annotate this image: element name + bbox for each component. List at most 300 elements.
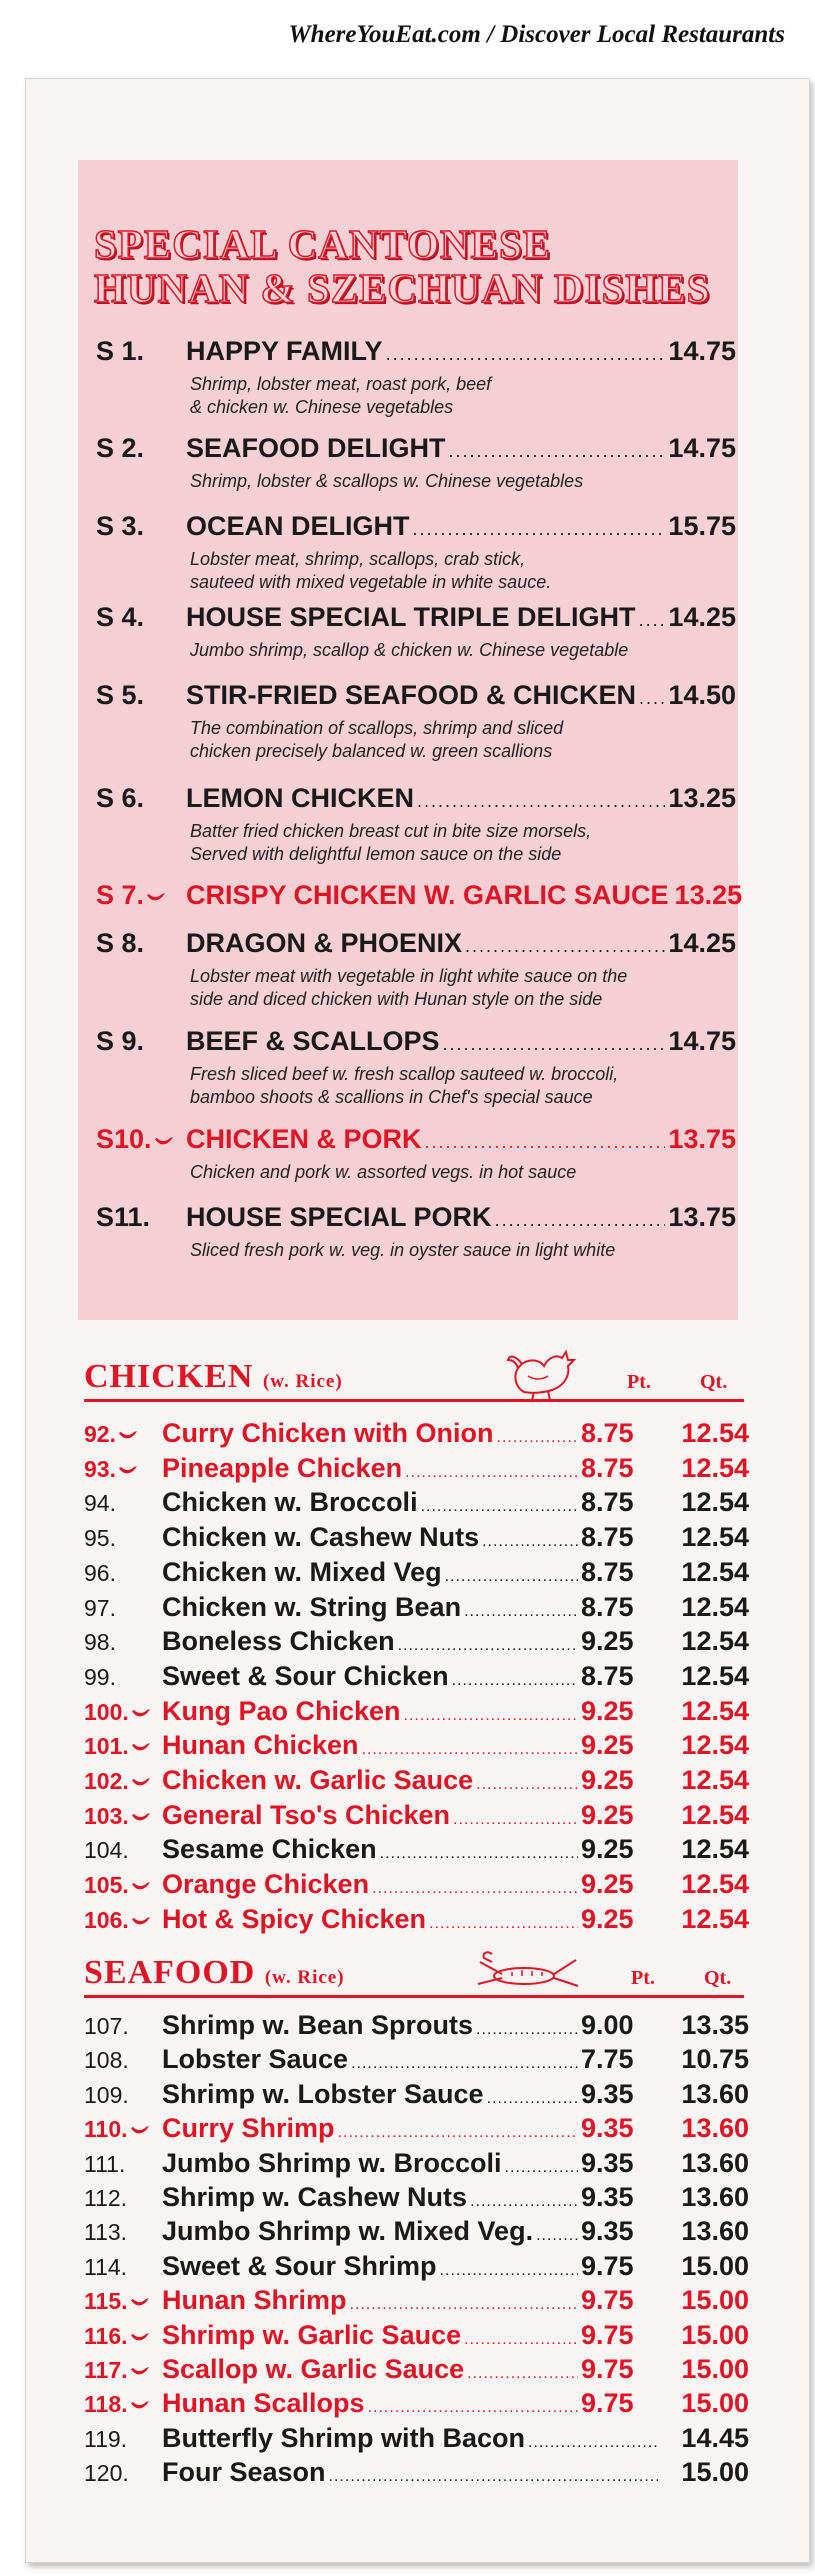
pint-price: 9.25 [581, 1730, 634, 1761]
dot-leader [445, 1568, 578, 1586]
seafood-menu-item [84, 2148, 749, 2182]
seafood-section-subtitle: (w. Rice) [264, 1967, 345, 1988]
quart-price: 13.60 [681, 2182, 749, 2212]
dot-leader [528, 2434, 658, 2452]
dot-leader [449, 441, 666, 462]
dot-leader [338, 2124, 578, 2142]
dish-number-text: S 5. [96, 680, 145, 710]
item-name: Chicken w. Broccoli [162, 1487, 418, 1518]
item-number [84, 1803, 162, 1830]
chicken-section-divider [84, 1399, 744, 1402]
chili-pepper-icon [131, 1879, 151, 1893]
dish-price: 13.75 [668, 1124, 736, 1154]
dish-description: Jumbo shrimp, scallop & chicken w. Chinese vegetable [190, 640, 629, 660]
item-name: Chicken w. Garlic Sauce [162, 1765, 474, 1795]
item-number-text: 115. [84, 2288, 128, 2315]
item-name: Lobster Sauce [162, 2044, 349, 2075]
quart-price: 13.60 [681, 2147, 749, 2178]
special-dish-row [96, 336, 736, 367]
quart-price: 12.54 [681, 1418, 749, 1448]
dish-number-text: S 9. [96, 1026, 145, 1056]
item-name: Hot & Spicy Chicken [162, 1903, 427, 1934]
dish-number-text: S 4. [96, 602, 145, 632]
special-dish-row [96, 1202, 736, 1233]
item-number-text: 98. [84, 1629, 116, 1656]
pint-price: 9.25 [581, 1765, 634, 1795]
chicken-section-title: CHICKEN (w. Rice) [84, 1358, 343, 1395]
chili-pepper-icon [154, 1134, 174, 1148]
item-name: Curry Shrimp [162, 2113, 335, 2144]
chicken-menu-item [84, 1869, 749, 1903]
special-dish-row [96, 680, 736, 711]
dish-number [96, 511, 186, 542]
dish-number [96, 928, 186, 959]
dish-price: 14.75 [668, 336, 736, 366]
dot-leader [467, 2365, 578, 2383]
dish-number-text: S 7. [96, 880, 145, 910]
dot-leader [476, 2021, 578, 2039]
chicken-menu-item [84, 1730, 749, 1764]
dish-price: 14.75 [668, 433, 736, 463]
dish-price: 13.25 [674, 880, 743, 910]
item-number-text: 92. [84, 1421, 116, 1447]
item-name: Shrimp w. Cashew Nuts [162, 2182, 468, 2212]
item-number [84, 2323, 162, 2350]
item-number [84, 1490, 162, 1517]
chili-pepper-icon [130, 2398, 150, 2412]
item-name: Sesame Chicken [162, 1834, 377, 1865]
dish-number [96, 1202, 186, 1233]
item-number [84, 2082, 162, 2109]
pint-price: 9.35 [581, 2078, 634, 2109]
item-name: Scallop w. Garlic Sauce [162, 2354, 465, 2384]
dish-description: Lobster meat, shrimp, scallops, crab stick, [190, 549, 526, 569]
seafood-menu-item [84, 2457, 749, 2491]
item-name: Butterfly Shrimp with Bacon [162, 2422, 526, 2453]
dish-number-text: S10. [96, 1124, 152, 1154]
special-dish-item [96, 1202, 736, 1262]
quart-price: 15.00 [681, 2250, 749, 2281]
chili-pepper-icon [118, 1463, 138, 1477]
dish-name: BEEF & SCALLOPS [186, 1026, 440, 1056]
dish-price: 13.25 [668, 783, 736, 813]
special-dish-row [96, 880, 743, 911]
dot-leader [398, 1637, 578, 1655]
special-title [94, 222, 734, 310]
dish-description: Served with delightful lemon sauce on the side [190, 844, 562, 864]
dish-description: side and diced chicken with Hunan style on the side [190, 989, 603, 1009]
item-name: Curry Chicken with Onion [162, 1418, 494, 1448]
dot-leader [372, 1880, 578, 1898]
dish-name: CHICKEN & PORK [186, 1124, 422, 1154]
dish-number [96, 602, 186, 633]
chicken-menu-item [84, 1626, 749, 1660]
item-number-text: 102. [84, 1768, 129, 1794]
site-link[interactable]: WhereYouEat.com / Discover Local Restaurants [288, 21, 785, 48]
dish-name: HOUSE SPECIAL TRIPLE DELIGHT [186, 602, 636, 632]
dot-leader [380, 1845, 578, 1863]
chili-pepper-icon [131, 1810, 151, 1824]
quart-price: 12.54 [681, 1903, 749, 1934]
item-number-text: 118. [84, 2391, 128, 2418]
item-number [84, 1525, 162, 1552]
dish-price: 13.75 [668, 1202, 736, 1232]
item-number-text: 117. [84, 2357, 128, 2383]
special-dish-item [96, 680, 736, 763]
quart-price: 13.60 [681, 2113, 749, 2144]
dish-name: OCEAN DELIGHT [186, 511, 410, 541]
dot-leader [495, 1210, 666, 1231]
pint-price: 8.75 [581, 1418, 634, 1448]
item-number-text: 119. [84, 2425, 128, 2452]
seafood-menu-item [84, 2216, 749, 2250]
item-number [84, 1421, 162, 1448]
item-name: Four Season [162, 2457, 326, 2488]
dot-leader [476, 1776, 578, 1794]
item-number-text: 105. [84, 1872, 129, 1899]
chicken-menu-item [84, 1834, 749, 1868]
special-title-line1: SPECIAL CANTONESE [94, 221, 552, 267]
dish-number [96, 783, 186, 814]
item-number [84, 2151, 162, 2178]
chili-pepper-icon [146, 890, 166, 904]
dish-price: 14.25 [668, 602, 736, 632]
item-number-text: 97. [84, 1594, 116, 1621]
seafood-section-divider [84, 1995, 744, 1998]
item-number-text: 96. [84, 1559, 116, 1586]
seafood-menu-item [84, 2113, 749, 2147]
item-number-text: 95. [84, 1525, 116, 1552]
quart-price: 14.45 [681, 2422, 749, 2453]
item-number [84, 1699, 162, 1726]
dish-price: 14.75 [668, 1026, 736, 1056]
quart-price: 12.54 [681, 1869, 749, 1900]
item-number [84, 1560, 162, 1587]
dish-number-text: S 2. [96, 433, 145, 463]
special-title-line2: HUNAN & SZECHUAN DISHES [94, 265, 711, 311]
rooster-icon [504, 1346, 582, 1402]
pint-price: 9.35 [581, 2216, 634, 2247]
dish-number-text: S 3. [96, 511, 145, 541]
special-dish-row [96, 1124, 736, 1155]
seafood-menu-item [84, 2182, 749, 2216]
dish-number [96, 1124, 186, 1155]
dish-description: Sliced fresh pork w. veg. in oyster sauce in light white [190, 1240, 616, 1260]
item-name: Kung Pao Chicken [162, 1695, 401, 1726]
item-number [84, 1629, 162, 1656]
pint-price: 9.75 [581, 2250, 634, 2281]
chicken-menu-item [84, 1800, 749, 1834]
seafood-col-qt: Qt. [704, 1967, 732, 1989]
dot-leader [362, 1741, 578, 1759]
chicken-menu-item [84, 1557, 749, 1591]
item-number [84, 2460, 162, 2487]
quart-price: 15.00 [681, 2285, 749, 2316]
item-number [84, 2047, 162, 2074]
seafood-col-pt: Pt. [631, 1967, 655, 1989]
dish-description: Lobster meat with vegetable in light white sauce on the [190, 966, 628, 986]
dot-leader [470, 2193, 578, 2211]
item-name: Shrimp w. Garlic Sauce [162, 2319, 462, 2350]
seafood-menu-item [84, 2010, 749, 2044]
dot-leader [497, 1429, 578, 1447]
special-dish-row [96, 928, 736, 959]
special-dish-item [96, 433, 736, 493]
chicken-menu-item [84, 1487, 749, 1521]
chicken-menu-item [84, 1453, 749, 1487]
dot-leader [487, 2090, 578, 2108]
chicken-menu-item [84, 1418, 749, 1452]
chili-pepper-icon [131, 1706, 151, 1720]
dish-price: 14.25 [668, 928, 736, 958]
quart-price: 12.54 [681, 1487, 749, 1518]
item-number-text: 114. [84, 2253, 128, 2280]
dot-leader [417, 791, 665, 812]
seafood-menu-item [84, 2423, 749, 2457]
seafood-section-header [84, 1948, 744, 1998]
seafood-menu-item [84, 2079, 749, 2113]
quart-price: 12.54 [681, 1591, 749, 1622]
item-name: General Tso's Chicken [162, 1799, 451, 1830]
item-number-text: 109. [84, 2081, 129, 2108]
pint-price: 9.75 [581, 2354, 634, 2384]
quart-price: 13.60 [681, 2216, 749, 2247]
dish-number [96, 680, 186, 711]
item-number [84, 2254, 162, 2281]
item-name: Pineapple Chicken [162, 1452, 403, 1483]
dot-leader [639, 688, 665, 709]
item-number [84, 1733, 162, 1760]
item-name: Boneless Chicken [162, 1626, 395, 1657]
item-name: Shrimp w. Lobster Sauce [162, 2078, 484, 2109]
dot-leader [482, 1533, 578, 1551]
pint-price: 9.25 [581, 1799, 634, 1830]
pint-price: 8.75 [581, 1660, 634, 1691]
item-name: Hunan Shrimp [162, 2285, 347, 2316]
dish-name: STIR-FRIED SEAFOOD & CHICKEN [186, 680, 637, 710]
item-number-text: 120. [84, 2460, 129, 2487]
item-name: Shrimp w. Bean Sprouts [162, 2010, 474, 2040]
special-dish-item [96, 1026, 736, 1109]
item-number [84, 2116, 162, 2143]
item-number-text: 101. [84, 1733, 129, 1760]
quart-price: 12.54 [681, 1660, 749, 1691]
item-number [84, 2391, 162, 2418]
pint-price: 9.25 [581, 1834, 634, 1865]
item-number [84, 1456, 162, 1483]
dish-description: Fresh sliced beef w. fresh scallop sauteed w. broccoli, [190, 1064, 619, 1084]
item-number-text: 108. [84, 2047, 129, 2074]
item-number [84, 1768, 162, 1795]
dot-leader [464, 2331, 578, 2349]
dot-leader [421, 1498, 578, 1516]
pint-price: 9.35 [581, 2147, 634, 2178]
special-dish-item [96, 928, 736, 1011]
pint-price: 9.35 [581, 2182, 634, 2212]
item-number-text: 107. [84, 2013, 129, 2039]
item-number [84, 1664, 162, 1691]
dish-description: & chicken w. Chinese vegetables [190, 397, 454, 417]
dish-number-text: S11. [96, 1202, 151, 1232]
dot-leader [440, 2262, 578, 2280]
dish-description: The combination of scallops, shrimp and sliced [190, 718, 564, 738]
quart-price: 15.00 [681, 2457, 749, 2488]
item-number [84, 2426, 162, 2453]
seafood-section-title: SEAFOOD (w. Rice) [84, 1954, 345, 1991]
chicken-menu-item [84, 1765, 749, 1799]
chicken-menu-item [84, 1696, 749, 1730]
item-name: Sweet & Sour Shrimp [162, 2250, 437, 2281]
dot-leader [351, 2055, 578, 2073]
chili-pepper-icon [131, 1914, 151, 1928]
dot-leader [329, 2468, 658, 2486]
chili-pepper-icon [131, 1775, 151, 1789]
pint-price: 8.75 [581, 1591, 634, 1622]
chicken-section-header [84, 1352, 744, 1402]
dish-number [96, 433, 186, 464]
pint-price: 7.75 [581, 2044, 634, 2075]
chili-pepper-icon [130, 2295, 150, 2309]
special-dish-row [96, 433, 736, 464]
dish-number-text: S 8. [96, 928, 145, 958]
item-number [84, 1837, 162, 1864]
item-number-text: 104. [84, 1837, 129, 1864]
dish-description: Shrimp, lobster meat, roast pork, beef [190, 374, 492, 394]
quart-price: 12.54 [681, 1730, 749, 1761]
item-name: Jumbo Shrimp w. Broccoli [162, 2147, 502, 2178]
dish-description: Shrimp, lobster & scallops w. Chinese vegetables [190, 471, 584, 491]
item-number [84, 2219, 162, 2246]
item-number [84, 2185, 162, 2212]
item-number-text: 113. [84, 2219, 128, 2246]
dish-price: 15.75 [668, 511, 736, 541]
pint-price: 8.75 [581, 1556, 634, 1587]
item-number-text: 112. [84, 2185, 128, 2211]
chili-pepper-icon [130, 2123, 150, 2137]
seafood-menu-item [84, 2320, 749, 2354]
item-number [84, 1872, 162, 1899]
dish-number [96, 1026, 186, 1057]
item-number [84, 1907, 162, 1934]
item-name: Orange Chicken [162, 1869, 370, 1900]
pint-price: 9.75 [581, 2319, 634, 2350]
dish-description: Chicken and pork w. assorted vegs. in hot sauce [190, 1162, 577, 1182]
item-number-text: 93. [84, 1455, 116, 1482]
dot-leader [453, 1811, 578, 1829]
dot-leader [368, 2399, 578, 2417]
dot-leader [350, 2296, 578, 2314]
dot-leader [405, 1464, 578, 1482]
item-number-text: 99. [84, 1663, 116, 1690]
item-name: Chicken w. Mixed Veg [162, 1556, 442, 1587]
chili-pepper-icon [118, 1428, 138, 1442]
quart-price: 10.75 [681, 2044, 749, 2075]
item-number [84, 1595, 162, 1622]
quart-price: 15.00 [681, 2354, 749, 2384]
pint-price: 8.75 [581, 1452, 634, 1483]
dish-name: LEMON CHICKEN [186, 783, 414, 813]
chicken-menu-item [84, 1661, 749, 1695]
dish-description: Batter fried chicken breast cut in bite size morsels, [190, 821, 592, 841]
dot-leader [386, 344, 666, 365]
pint-price: 8.75 [581, 1522, 634, 1553]
special-dish-item [96, 602, 736, 662]
chili-pepper-icon [131, 1740, 151, 1754]
pint-price: 9.00 [581, 2010, 634, 2040]
special-dish-item [96, 511, 736, 594]
seafood-menu-item [84, 2285, 749, 2319]
item-number-text: 111. [84, 2150, 126, 2177]
item-name: Chicken w. Cashew Nuts [162, 1522, 480, 1553]
chicken-col-qt: Qt. [700, 1371, 728, 1393]
dish-name: CRISPY CHICKEN W. GARLIC SAUCE [186, 880, 669, 910]
chicken-menu-item [84, 1522, 749, 1556]
special-dish-item [96, 783, 736, 866]
dish-name: DRAGON & PHOENIX [186, 928, 463, 958]
dot-leader [425, 1132, 666, 1153]
dot-leader [429, 1915, 578, 1933]
dish-description: sauteed with mixed vegetable in white sauce. [190, 572, 552, 592]
dot-leader [639, 610, 666, 631]
quart-price: 13.60 [681, 2078, 749, 2109]
item-number [84, 2357, 162, 2384]
item-name: Hunan Chicken [162, 1730, 359, 1761]
item-name: Hunan Scallops [162, 2388, 365, 2419]
dish-description: chicken precisely balanced w. green scallions [190, 741, 553, 761]
item-number [84, 2013, 162, 2040]
lobster-icon [472, 1946, 582, 1996]
quart-price: 13.35 [681, 2010, 749, 2040]
item-number [84, 2288, 162, 2315]
seafood-menu-item [84, 2251, 749, 2285]
item-number-text: 110. [84, 2116, 128, 2143]
pint-price: 8.75 [581, 1487, 634, 1518]
quart-price: 15.00 [681, 2319, 749, 2350]
special-dish-row [96, 511, 736, 542]
quart-price: 12.54 [681, 1626, 749, 1657]
special-dish-row [96, 602, 736, 633]
chicken-menu-item [84, 1904, 749, 1938]
chili-pepper-icon [130, 2364, 150, 2378]
dot-leader [413, 519, 666, 540]
dot-leader [465, 936, 665, 957]
dish-name: HOUSE SPECIAL PORK [186, 1202, 492, 1232]
pint-price: 9.25 [581, 1903, 634, 1934]
quart-price: 12.54 [681, 1695, 749, 1726]
site-header [0, 0, 815, 70]
quart-price: 12.54 [681, 1834, 749, 1865]
quart-price: 12.54 [681, 1522, 749, 1553]
quart-price: 15.00 [681, 2388, 749, 2419]
dish-description: bamboo shoots & scallions in Chef's special sauce [190, 1087, 593, 1107]
dot-leader [464, 1603, 578, 1621]
dish-number-text: S 6. [96, 783, 145, 813]
pint-price: 9.25 [581, 1695, 634, 1726]
pint-price: 9.75 [581, 2285, 634, 2316]
item-name: Chicken w. String Bean [162, 1591, 462, 1622]
pint-price: 9.25 [581, 1869, 634, 1900]
item-name: Sweet & Sour Chicken [162, 1660, 449, 1691]
pint-price: 9.35 [581, 2113, 634, 2144]
pint-price: 9.25 [581, 1626, 634, 1657]
special-dish-item [96, 336, 736, 419]
dot-leader [443, 1034, 666, 1055]
item-number-text: 103. [84, 1802, 129, 1829]
dot-leader [505, 2159, 578, 2177]
special-dish-item [96, 1124, 736, 1184]
special-dish-item [96, 880, 743, 911]
special-dish-row [96, 783, 736, 814]
